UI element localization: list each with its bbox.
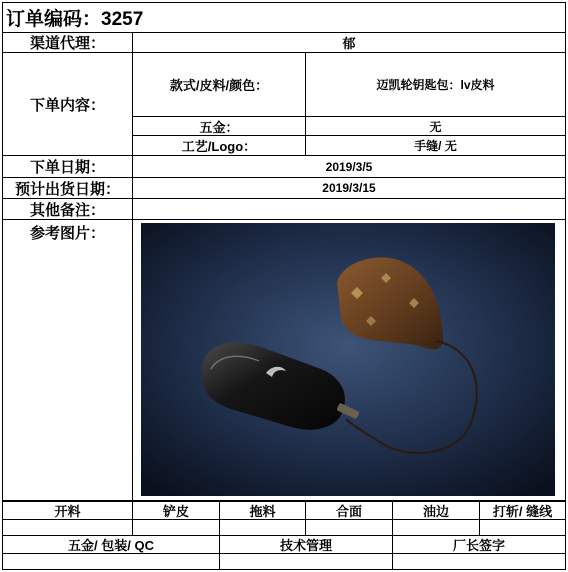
- craft-label: 工艺/Logo：: [181, 139, 257, 154]
- process-step-punch-stitch: 打斩/ 缝线: [492, 504, 553, 519]
- style-value: 迈凯轮钥匙包：lv皮料: [376, 78, 495, 92]
- notes-label: 其他备注：: [29, 201, 105, 219]
- process-step-joining: 合面: [335, 504, 362, 519]
- border-bottom: [2, 569, 566, 570]
- process-step-cutting: 开料: [54, 504, 81, 519]
- rule: [2, 519, 566, 520]
- content-label: 下单内容：: [29, 96, 105, 114]
- hardware-label: 五金：: [199, 119, 239, 135]
- ship-date-label: 预计出货日期：: [14, 180, 120, 198]
- reference-label: 参考图片：: [29, 224, 105, 242]
- border-right: [565, 2, 566, 570]
- process-step-laminating: 拖料: [249, 504, 276, 519]
- signoff-technical-management: 技术管理: [279, 538, 332, 553]
- order-date-label: 下单日期：: [29, 159, 105, 176]
- order-date-value: 2019/3/5: [325, 159, 373, 174]
- channel-value: 郁: [342, 36, 356, 51]
- process-step-edge-paint: 油边: [422, 504, 449, 519]
- style-label: 款式/皮料/颜色：: [169, 78, 269, 93]
- hardware-value: 无: [429, 119, 442, 134]
- notes-value: [133, 199, 565, 219]
- ship-date-value: 2019/3/15: [322, 181, 376, 195]
- order-title: 订单编码：3257: [6, 9, 144, 30]
- process-step-skiving: 铲皮: [162, 504, 189, 519]
- craft-value: 手缝/ 无: [414, 139, 457, 153]
- signoff-hardware-packing-qc: 五金/ 包装/ QC: [68, 538, 154, 553]
- channel-label: 渠道代理：: [29, 35, 105, 52]
- reference-photo: [141, 223, 555, 496]
- signoff-factory-manager: 厂长签字: [452, 538, 505, 553]
